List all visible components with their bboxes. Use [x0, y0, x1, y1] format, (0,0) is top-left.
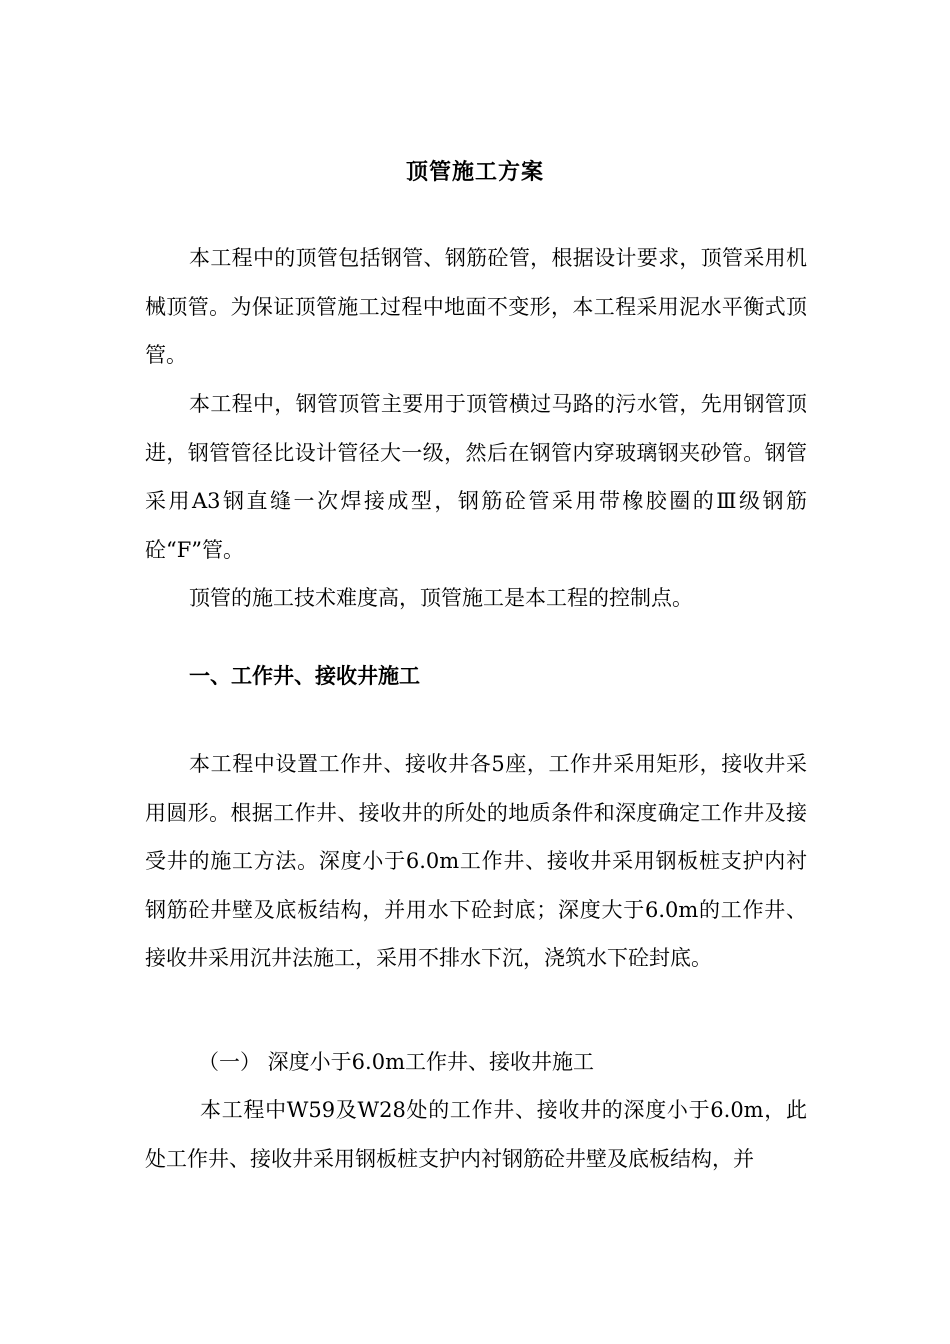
document-title: 顶管施工方案 — [405, 159, 544, 185]
subsection-heading-shallow-wells: （一） 深度小于6.0m工作井、接收井施工 — [198, 1050, 594, 1074]
paragraph-intro: 本工程中的顶管包括钢管、钢筋砼管，根据设计要求，顶管采用机械顶管。为保证顶管施工过程中地面不变形，本工程采用泥水平衡式顶管。 — [145, 246, 807, 367]
section-heading-wells: 一、工作井、接收井施工 — [189, 663, 420, 688]
paragraph-wells: 本工程中设置工作井、接收井各5座，工作井采用矩形，接收井采用圆形。根据工作井、接收井的所处的地质条件和深度确定工作井及接受井的施工方法。深度小于6.0m工作井、接收井采用钢板桩支护内衬钢筋砼井壁及底板结构，并用水下砼封底；深度大于6.0m的工作井、接收井采用沉井法施工，采用不排水下沉，浇筑水下砼封底。 — [145, 752, 807, 970]
paragraph-difficulty: 顶管的施工技术难度高，顶管施工是本工程的控制点。 — [189, 586, 693, 610]
paragraph-steel-pipe: 本工程中，钢管顶管主要用于顶管横过马路的污水管，先用钢管顶进，钢管管径比设计管径大一级，然后在钢管内穿玻璃钢夹砂管。钢管采用A3钢直缝一次焊接成型，钢筋砼管采用带橡胶圈的Ⅲ级钢筋砼“F”管。 — [145, 392, 807, 562]
paragraph-shallow-wells: 本工程中W59及W28处的工作井、接收井的深度小于6.0m，此处工作井、接收井采用钢板桩支护内衬钢筋砼井壁及底板结构，并 — [145, 1098, 807, 1171]
